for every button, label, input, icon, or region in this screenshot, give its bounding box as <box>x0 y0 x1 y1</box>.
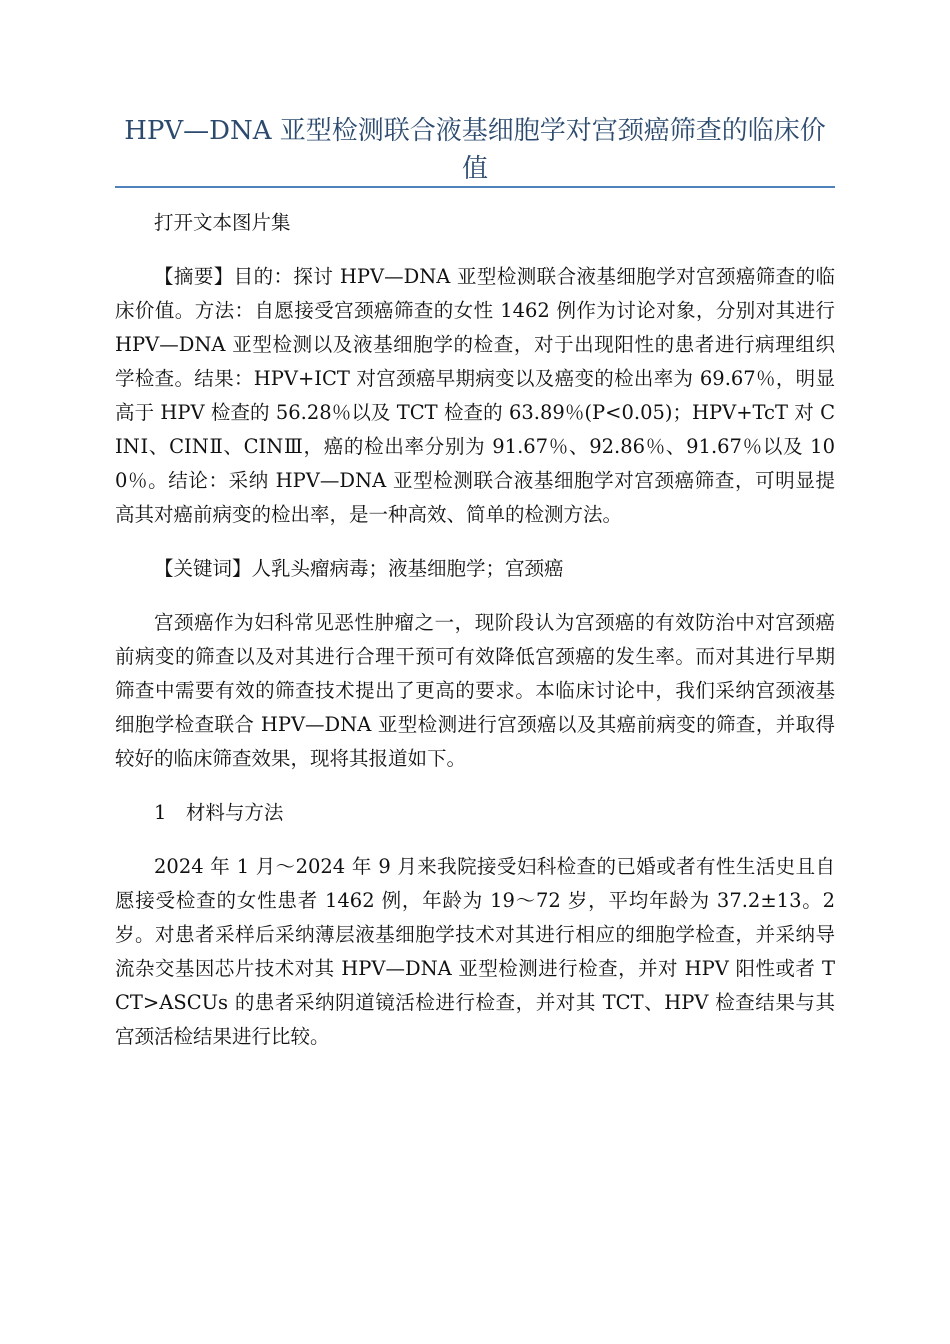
document-title: HPV—DNA 亚型检测联合液基细胞学对宫颈癌筛查的临床价值 <box>124 116 826 184</box>
section-heading-methods: 1 材料与方法 <box>154 801 284 824</box>
image-collection-link[interactable]: 打开文本图片集 <box>154 211 291 234</box>
methods-paragraph: 2024 年 1 月～2024 年 9 月来我院接受妇科检查的已婚或者有性生活史且自愿接受检查的女性患者 1462 例，年龄为 19～72 岁，平均年龄为 37.2±13。2 岁。对患者采样后采纳薄层液基细胞学技术对其进行相应的细胞学检查，并采纳导流杂交基因芯片技术对其 HPV—DNA 亚型检测进行检查，并对 HPV 阳性或者 TCT>ASCUs 的患者采纳阴道镜活检进行检查，并对其 TCT、HPV 检查结果与其宫颈活检结果进行比较。 <box>115 855 835 1048</box>
keywords-paragraph: 【关键词】人乳头瘤病毒；液基细胞学；宫颈癌 <box>154 557 564 580</box>
intro-paragraph: 宫颈癌作为妇科常见恶性肿瘤之一，现阶段认为宫颈癌的有效防治中对宫颈癌前病变的筛查以及对其进行合理干预可有效降低宫颈癌的发生率。而对其进行早期筛查中需要有效的筛查技术提出了更高的要求。本临床讨论中，我们采纳宫颈液基细胞学检查联合 HPV—DNA 亚型检测进行宫颈癌以及其癌前病变的筛查，并取得较好的临床筛查效果，现将其报道如下。 <box>115 611 835 770</box>
abstract-paragraph: 【摘要】目的：探讨 HPV—DNA 亚型检测联合液基细胞学对宫颈癌筛查的临床价值。方法：自愿接受宫颈癌筛查的女性 1462 例作为讨论对象，分别对其进行 HPV—DNA 亚型检测以及液基细胞学的检查，对于出现阳性的患者进行病理组织学检查。结果：HPV+ICT 对宫颈癌早期病变以及癌变的检出率为 69.67％，明显高于 HPV 检查的 56.28％以及 TCT 检查的 63.89％(P<0.05)；HPV+TcT 对 CINⅠ、CINⅡ、CINⅢ，癌的检出率分别为 91.67％、92.86％、91.67％以及 100％。结论：采纳 HPV—DNA 亚型检测联合液基细胞学对宫颈癌筛查，可明显提高其对癌前病变的检出率，是一种高效、简单的检测方法。 <box>115 265 835 526</box>
document-body <box>115 206 835 1074</box>
title-underline <box>115 186 835 188</box>
